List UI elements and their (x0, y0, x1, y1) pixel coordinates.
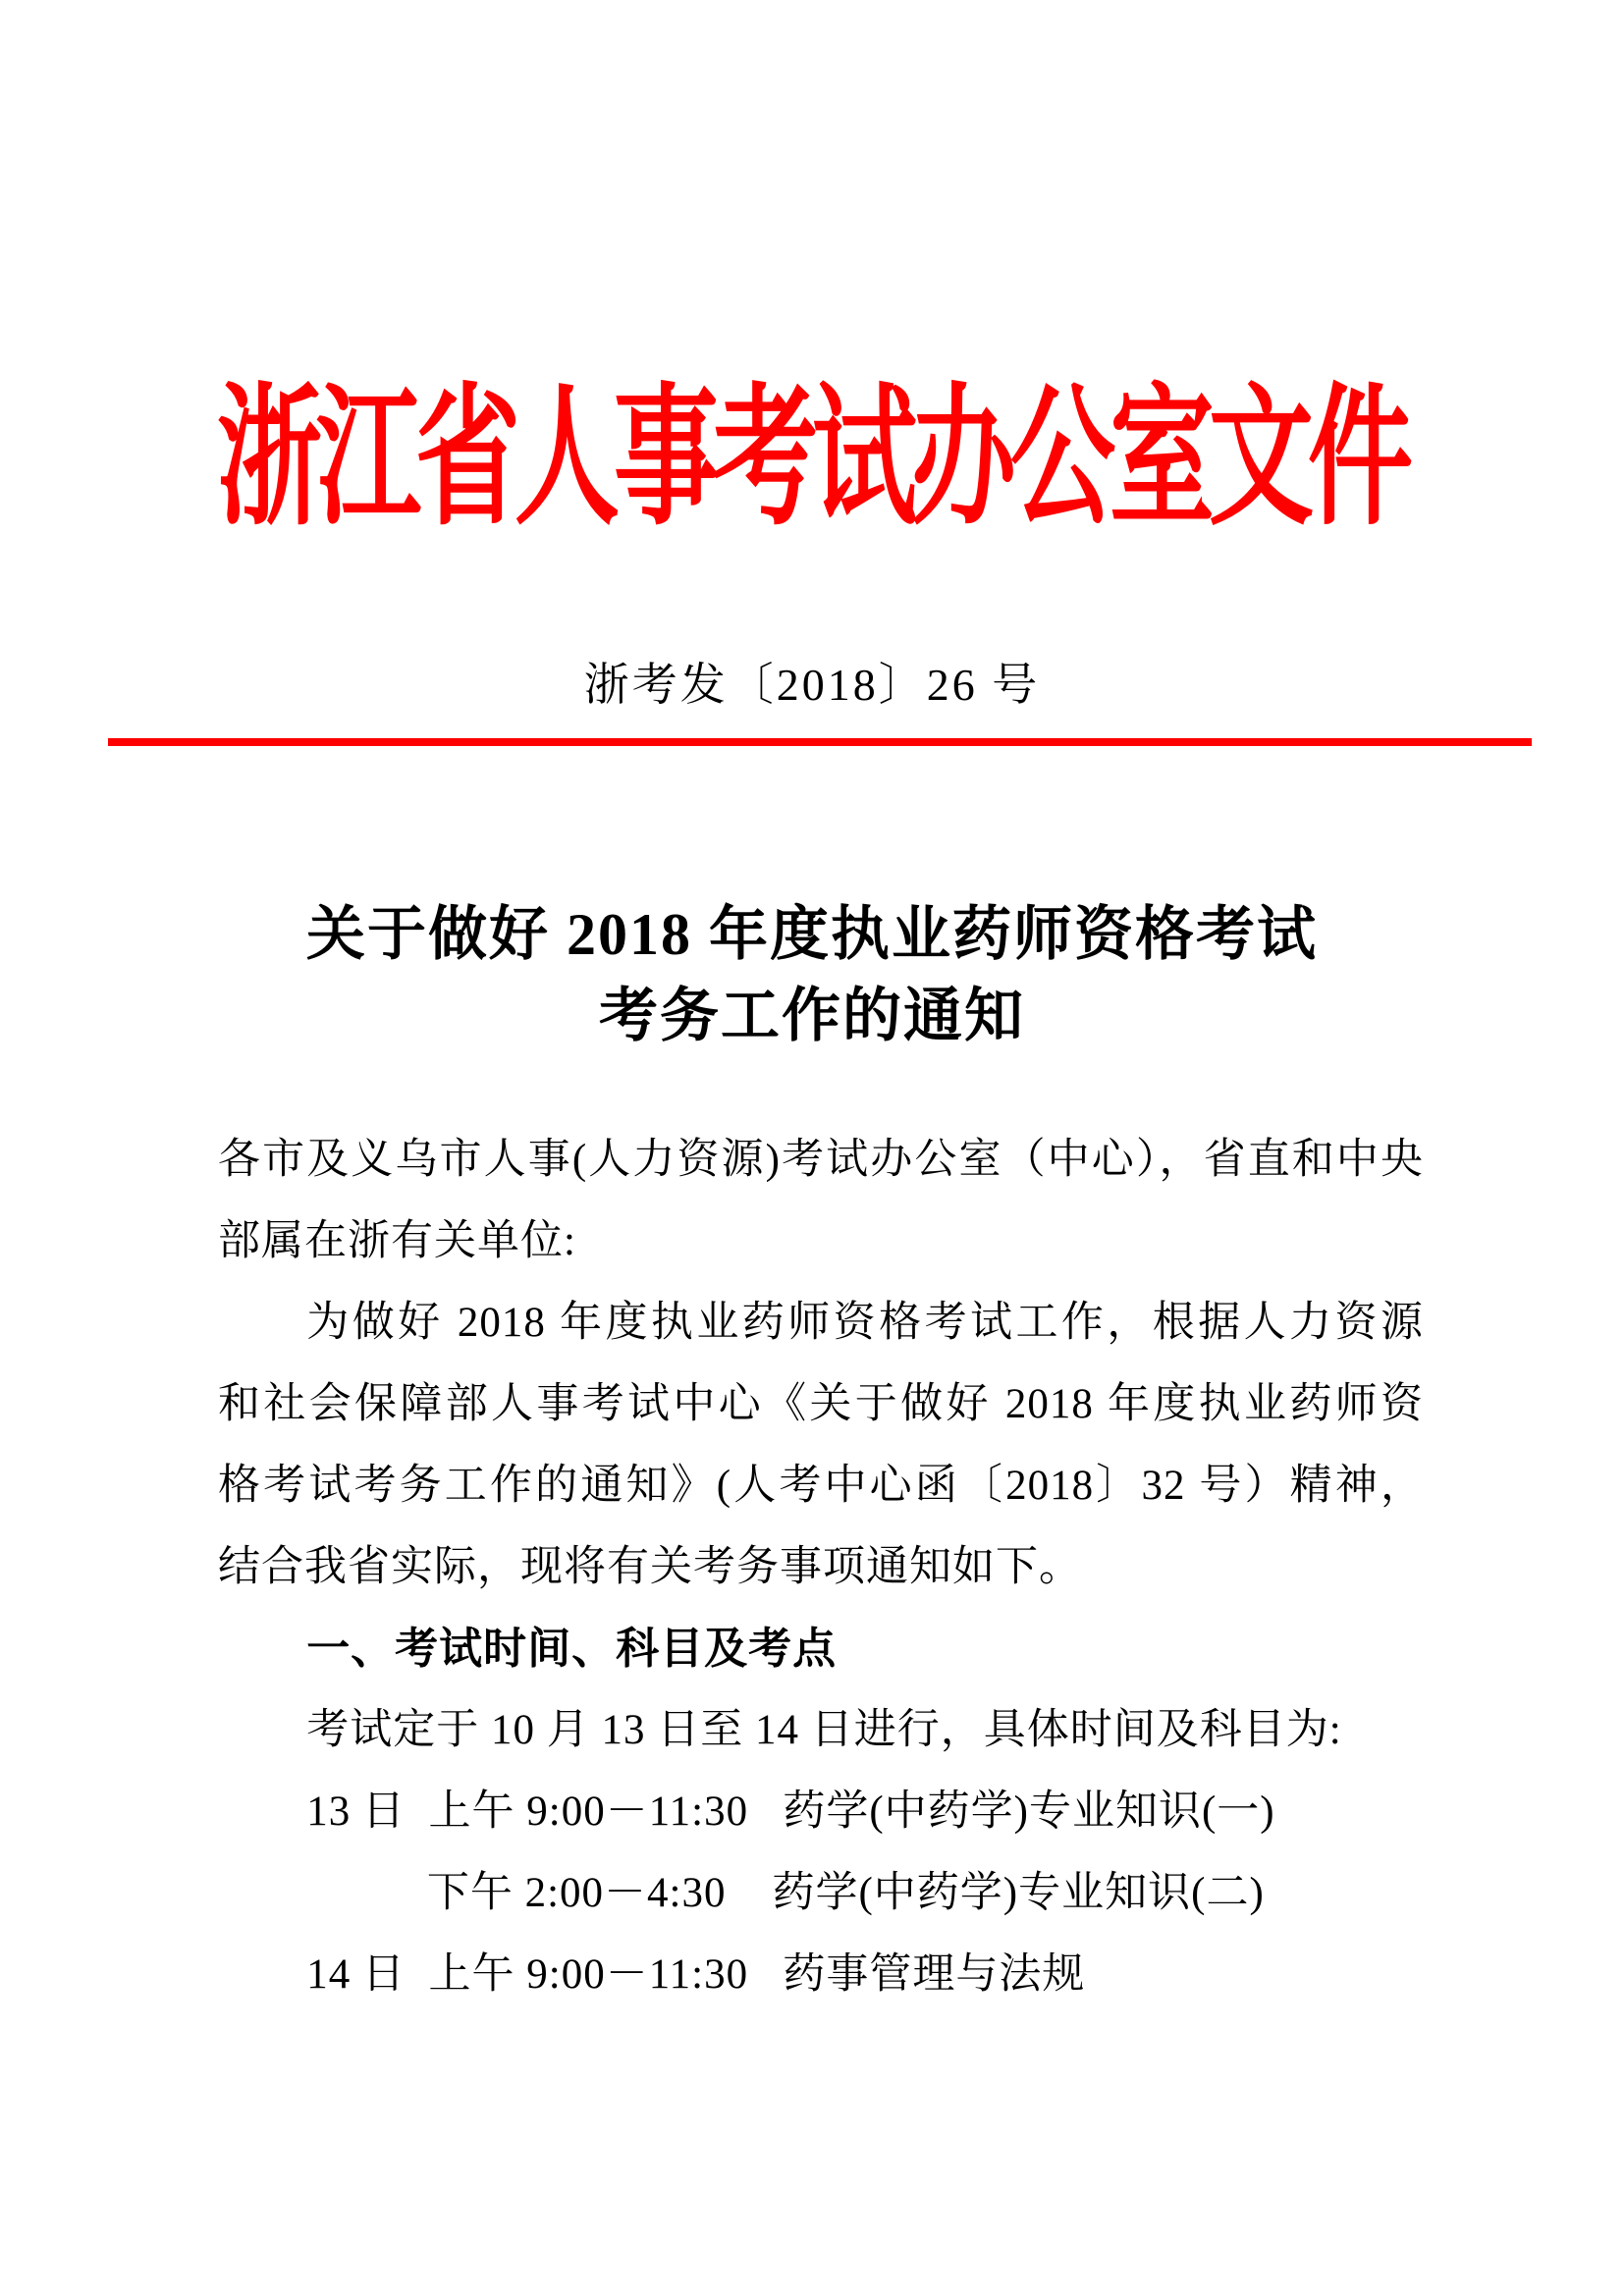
body-line: 各市及义乌市人事(人力资源)考试办公室（中心），省直和中央 (218, 1137, 1424, 1183)
body-line: 一、考试时间、科目及考点 (306, 1625, 838, 1673)
body-line: 下午 2:00－4:30 药学(中药学)专业知识(二) (426, 1870, 1265, 1916)
body-line: 14 日 上午 9:00－11:30 药事管理与法规 (306, 1951, 1086, 1998)
body-line: 13 日 上午 9:00－11:30 药学(中药学)专业知识(一) (306, 1789, 1275, 1835)
document-title-line1: 关于做好 2018 年度执业药师资格考试 (306, 902, 1318, 967)
document-title-line2: 考务工作的通知 (599, 984, 1025, 1048)
letterhead-org-title: 浙江省人事考试办公室文件 (216, 376, 1407, 545)
body-line: 格考试考务工作的通知》(人考中心函〔2018〕32 号）精神， (218, 1463, 1424, 1509)
red-divider-line (108, 738, 1532, 746)
body-line: 结合我省实际，现将有关考务事项通知如下。 (218, 1544, 1082, 1590)
body-lines (218, 1119, 1424, 2015)
body-line: 考试定于 10 月 13 日至 14 日进行，具体时间及科目为: (306, 1707, 1342, 1753)
body-line: 部属在浙有关单位: (218, 1218, 576, 1264)
body-line: 为做好 2018 年度执业药师资格考试工作，根据人力资源 (306, 1300, 1424, 1346)
doc-reference-number: 浙考发〔2018〕26 号 (583, 660, 1041, 710)
document-title (0, 894, 1624, 1057)
body-line: 和社会保障部人事考试中心《关于做好 2018 年度执业药师资 (218, 1381, 1424, 1427)
